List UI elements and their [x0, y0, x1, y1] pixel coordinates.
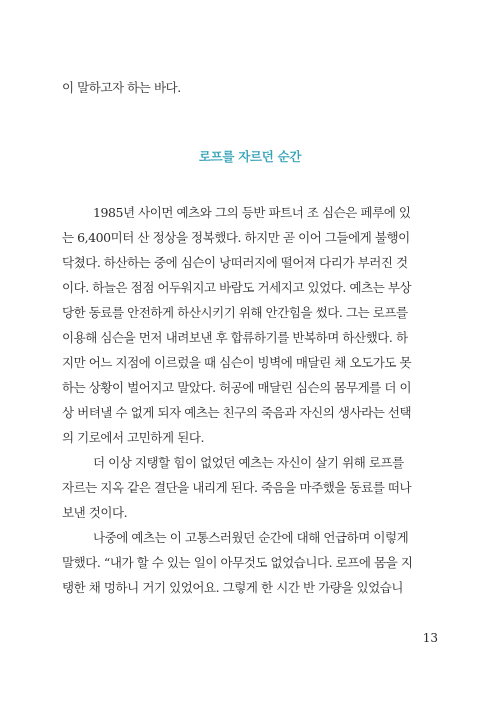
body-line: 자르는 지옥 같은 결단을 내리게 된다. 죽음을 마주했을 동료를 떠나: [62, 480, 412, 495]
body-line: 탱한 채 멍하니 거기 있었어요. 그렇게 한 시간 반 가량을 있었습니: [62, 580, 404, 595]
body-line: 보낸 것이다.: [62, 505, 128, 520]
body-line: 는 6,400미터 산 정상을 정복했다. 하지만 곧 이어 그들에게 불행이: [62, 230, 410, 245]
intro-line: 이 말하고자 하는 바다.: [62, 80, 181, 95]
body-line: 더 이상 지탱할 힘이 없었던 예츠는 자신이 살기 위해 로프를: [93, 455, 404, 470]
body-line: 지만 어느 지점에 이르렀을 때 심슨이 빙벽에 매달린 채 오도가도 못: [62, 355, 412, 370]
body-line: 상 버텨낼 수 없게 되자 예츠는 친구의 죽음과 자신의 생사라는 선택: [62, 405, 412, 420]
body-line: 닥쳤다. 하산하는 중에 심슨이 낭떠러지에 떨어져 다리가 부러진 것: [62, 255, 408, 270]
body-text: [62, 200, 447, 600]
body-line: 나중에 예츠는 이 고통스러웠던 순간에 대해 언급하며 이렇게: [93, 530, 409, 545]
page-number: 13: [422, 631, 438, 645]
body-line: 하는 상황이 벌어지고 말았다. 허공에 매달린 심슨의 몸무게를 더 이: [62, 380, 412, 395]
body-line: 이용해 심슨을 먼저 내려보낸 후 합류하기를 반복하며 하산했다. 하: [62, 330, 408, 345]
body-line: 당한 동료를 안전하게 하산시키기 위해 안간힘을 썼다. 그는 로프를: [62, 305, 408, 320]
body-line: 1985년 사이먼 예츠와 그의 등반 파트너 조 심슨은 페루에 있: [93, 205, 411, 220]
section-title: 로프를 자르던 순간: [198, 149, 302, 164]
body-line: 의 기로에서 고민하게 된다.: [62, 430, 204, 445]
body-line: 말했다. “내가 할 수 있는 일이 아무것도 없었습니다. 로프에 몸을 지: [62, 555, 413, 570]
body-line: 이다. 하늘은 점점 어두워지고 바람도 거세지고 있었다. 예츠는 부상: [62, 280, 412, 295]
